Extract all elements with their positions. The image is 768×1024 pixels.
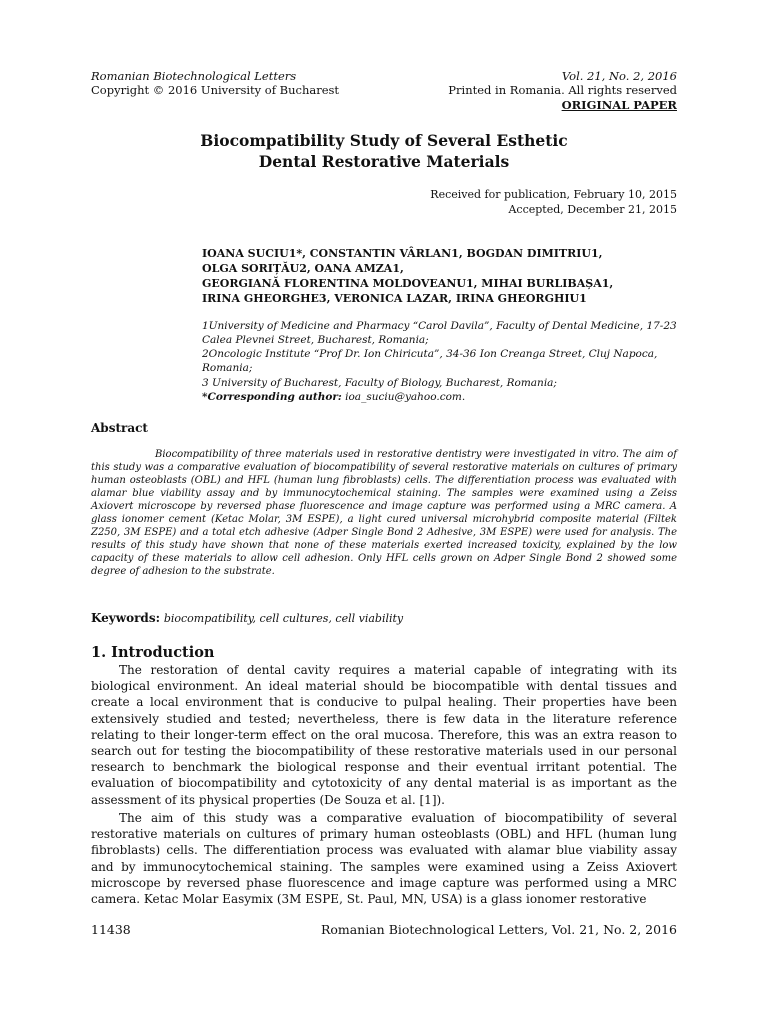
journal-name: Romanian Biotechnological Letters <box>91 69 297 83</box>
paper-type: ORIGINAL PAPER <box>561 98 677 112</box>
authors-line3: GEORGIANĂ FLORENTINA MOLDOVEANU1, MIHAI BURLIBAȘA1, <box>202 277 614 290</box>
corresponding-author <box>202 390 678 404</box>
copyright: Copyright © 2016 University of Bucharest <box>91 83 340 97</box>
affiliation-2: 2Oncologic Institute “Prof Dr. Ion Chiricuta”, 34-36 Ion Creanga Street, Cluj Napoca, Romania; <box>202 348 658 374</box>
paper-title-line2: Dental Restorative Materials <box>258 152 510 171</box>
accepted-date: Accepted, December 21, 2015 <box>508 203 677 216</box>
corresponding-email[interactable]: ioa_suciu@yahoo.com. <box>345 391 466 403</box>
footer-citation: Romanian Biotechnological Letters, Vol. 21, No. 2, 2016 <box>320 922 677 937</box>
paper-title-line1: Biocompatibility Study of Several Esthetic <box>200 131 568 150</box>
authors-line1: IOANA SUCIU1*, CONSTANTIN VÂRLAN1, BOGDAN DIMITRIU1, <box>202 247 603 260</box>
journal-volume: Vol. 21, No. 2, 2016 <box>561 69 677 83</box>
intro-paragraph-1: The restoration of dental cavity requires a material capable of integrating with its biological environment. An ideal material should be biocompatible with dental tissues and create a local environment that is conducive to pulpal healing. Their properties have been extensively studied and tested; nevertheless, there is few data in the literature reference relating to their longer-term effect on the oral mucosa. Therefore, this was an extra reason to search out for testing the biocompatibility of these restorative materials used in our personal research to benchmark the biological response and their eventual irritant potential. The evaluation of biocompatibility and cytotoxicity of any dental material is as important as the assessment of its physical properties (De Souza et al. [1]). <box>91 663 677 807</box>
section-heading-introduction: 1. Introduction <box>91 644 215 661</box>
authors-line4: IRINA GHEORGHE3, VERONICA LAZAR, IRINA GHEORGHIU1 <box>202 292 587 305</box>
page-number: 11438 <box>91 922 131 937</box>
abstract-heading: Abstract <box>91 421 148 435</box>
abstract-body: Biocompatibility of three materials used in restorative dentistry were investigated in vitro. The aim of this study was a comparative evaluation of biocompatibility of several restorative materials on cultures of primary human osteoblasts (OBL) and HFL (human lung fibroblasts) cells. The differentiation process was evaluated with alamar blue viability assay and by immunocytochemical staining. The samples were examined using a Zeiss Axiovert microscope by reversed phase fluorescence and image capture was performed using a MRC camera. A glass ionomer cement (Ketac Molar, 3M ESPE), a light cured universal microhybrid composite material (Filtek Z250, 3M ESPE) and a total etch adhesive (Adper Single Bond 2 Adhesive, 3M ESPE) were used for analysis. The results of this study have shown that none of these materials exerted increased toxicity, explained by the low capacity of these materials to allow cell adhesion. Only HFL cells grown on Adper Single Bond 2 showed some degree of adhesion to the substrate. <box>91 449 677 577</box>
keywords-label: Keywords: <box>91 611 161 625</box>
affiliation-1: 1University of Medicine and Pharmacy “Carol Davila”, Faculty of Dental Medicine, 17-23 Calea Plevnei Street, Bucharest, Romania; <box>202 320 677 346</box>
intro-paragraph-2: The aim of this study was a comparative evaluation of biocompatibility of several restorative materials on cultures of primary human osteoblasts (OBL) and HFL (human lung fibroblasts) cells. The differentiation process was evaluated with alamar blue viability assay and by immunocytochemical staining. The samples were examined using a Zeiss Axiovert microscope by reversed phase fluorescence and image capture was performed using a MRC camera. Ketac Molar Easymix (3M ESPE, St. Paul, MN, USA) is a glass ionomer restorative <box>91 811 677 907</box>
corresponding-label: *Corresponding author: <box>202 391 342 403</box>
affiliation-3: 3 University of Bucharest, Faculty of Biology, Bucharest, Romania; <box>202 377 557 389</box>
printed-notice: Printed in Romania. All rights reserved <box>448 83 677 97</box>
received-date: Received for publication, February 10, 2015 <box>430 188 677 201</box>
keywords <box>91 611 403 625</box>
authors-line2: OLGA SORIȚĂU2, OANA AMZA1, <box>202 262 404 275</box>
keywords-text: biocompatibility, cell cultures, cell viability <box>163 612 404 625</box>
